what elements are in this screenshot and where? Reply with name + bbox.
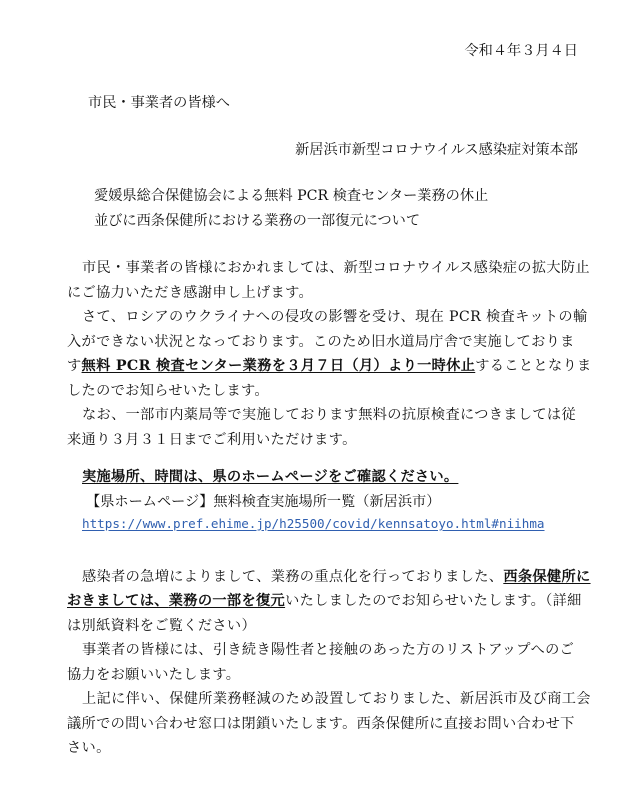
paragraph-1-line-2: にご協力いただき感謝申し上げます。 bbox=[67, 285, 314, 301]
paragraph-4-line-1-pre: 感染者の急増によりまして、業務の重点化を行っておりました、 bbox=[82, 569, 504, 585]
paragraph-4-line-2-post: いたしましたのでお知らせいたします。（詳細 bbox=[285, 593, 582, 609]
saijo-health-center-emphasis: 西条保健所に bbox=[503, 569, 591, 585]
paragraph-3-line-2: 来通り３月３１日までご利用いただけます。 bbox=[67, 432, 357, 448]
paragraph-2-line-3 bbox=[67, 355, 592, 375]
prefecture-homepage-label: 【県ホームページ】無料検査実施場所一覧（新居浜市） bbox=[86, 494, 441, 510]
paragraph-2-line-2: 入ができない状況となっております。このため旧水道局庁舎で実施しておりま bbox=[67, 334, 575, 350]
prefecture-homepage-link[interactable]: https://www.pref.ehime.jp/h25500/covid/kennsatoyo.html#niihma bbox=[82, 516, 545, 531]
paragraph-4-line-2 bbox=[67, 590, 582, 610]
paragraph-4-line-2-bold-a: おきましては、 bbox=[67, 593, 169, 609]
paragraph-5-line-2: 協力をお願いいたします。 bbox=[67, 667, 241, 683]
paragraph-2-line-3-pre: す bbox=[67, 358, 82, 374]
paragraph-6-line-1: 上記に伴い、保健所業務軽減のため設置しておりました、新居浜市及び商工会 bbox=[82, 691, 591, 707]
paragraph-3-line-1: なお、一部市内薬局等で実施しております無料の抗原検査につきましては従 bbox=[82, 407, 576, 423]
paragraph-6-line-3: さい。 bbox=[67, 740, 111, 756]
subject-line-1: 愛媛県総合保健協会による無料 PCR 検査センター業務の休止 bbox=[94, 188, 489, 204]
suspension-notice-emphasis: 無料 PCR 検査センター業務を３月７日（月）より一時休止 bbox=[81, 358, 476, 374]
paragraph-2-line-4: したのでお知らせいたします。 bbox=[67, 383, 269, 399]
paragraph-2-line-1: さて、ロシアのウクライナへの侵攻の影響を受け、現在 PCR 検査キットの輸 bbox=[82, 309, 588, 325]
paragraph-1-line-1: 市民・事業者の皆様におかれましては、新型コロナウイルス感染症の拡大防止 bbox=[82, 260, 590, 276]
partial-restoration-emphasis: 業務の一部を復元 bbox=[168, 593, 286, 609]
paragraph-2-line-3-post: することとなりま bbox=[475, 358, 592, 374]
paragraph-5-line-1: 事業者の皆様には、引き続き陽性者と接触のあった方のリストアップへのご bbox=[82, 642, 575, 658]
paragraph-4-line-1 bbox=[82, 566, 591, 586]
document-date: 令和４年３月４日 bbox=[464, 43, 578, 59]
notice-heading: 実施場所、時間は、県のホームページをご確認ください。 bbox=[82, 469, 459, 485]
subject-line-2: 並びに西条保健所における業務の一部復元について bbox=[94, 213, 421, 229]
sender: 新居浜市新型コロナウイルス感染症対策本部 bbox=[295, 142, 578, 158]
paragraph-6-line-2: 議所での問い合わせ窓口は閉鎖いたします。西条保健所に直接お問い合わせ下 bbox=[67, 716, 575, 732]
paragraph-4-line-3: は別紙資料をご覧ください） bbox=[67, 618, 256, 634]
addressee: 市民・事業者の皆様へ bbox=[88, 95, 230, 111]
